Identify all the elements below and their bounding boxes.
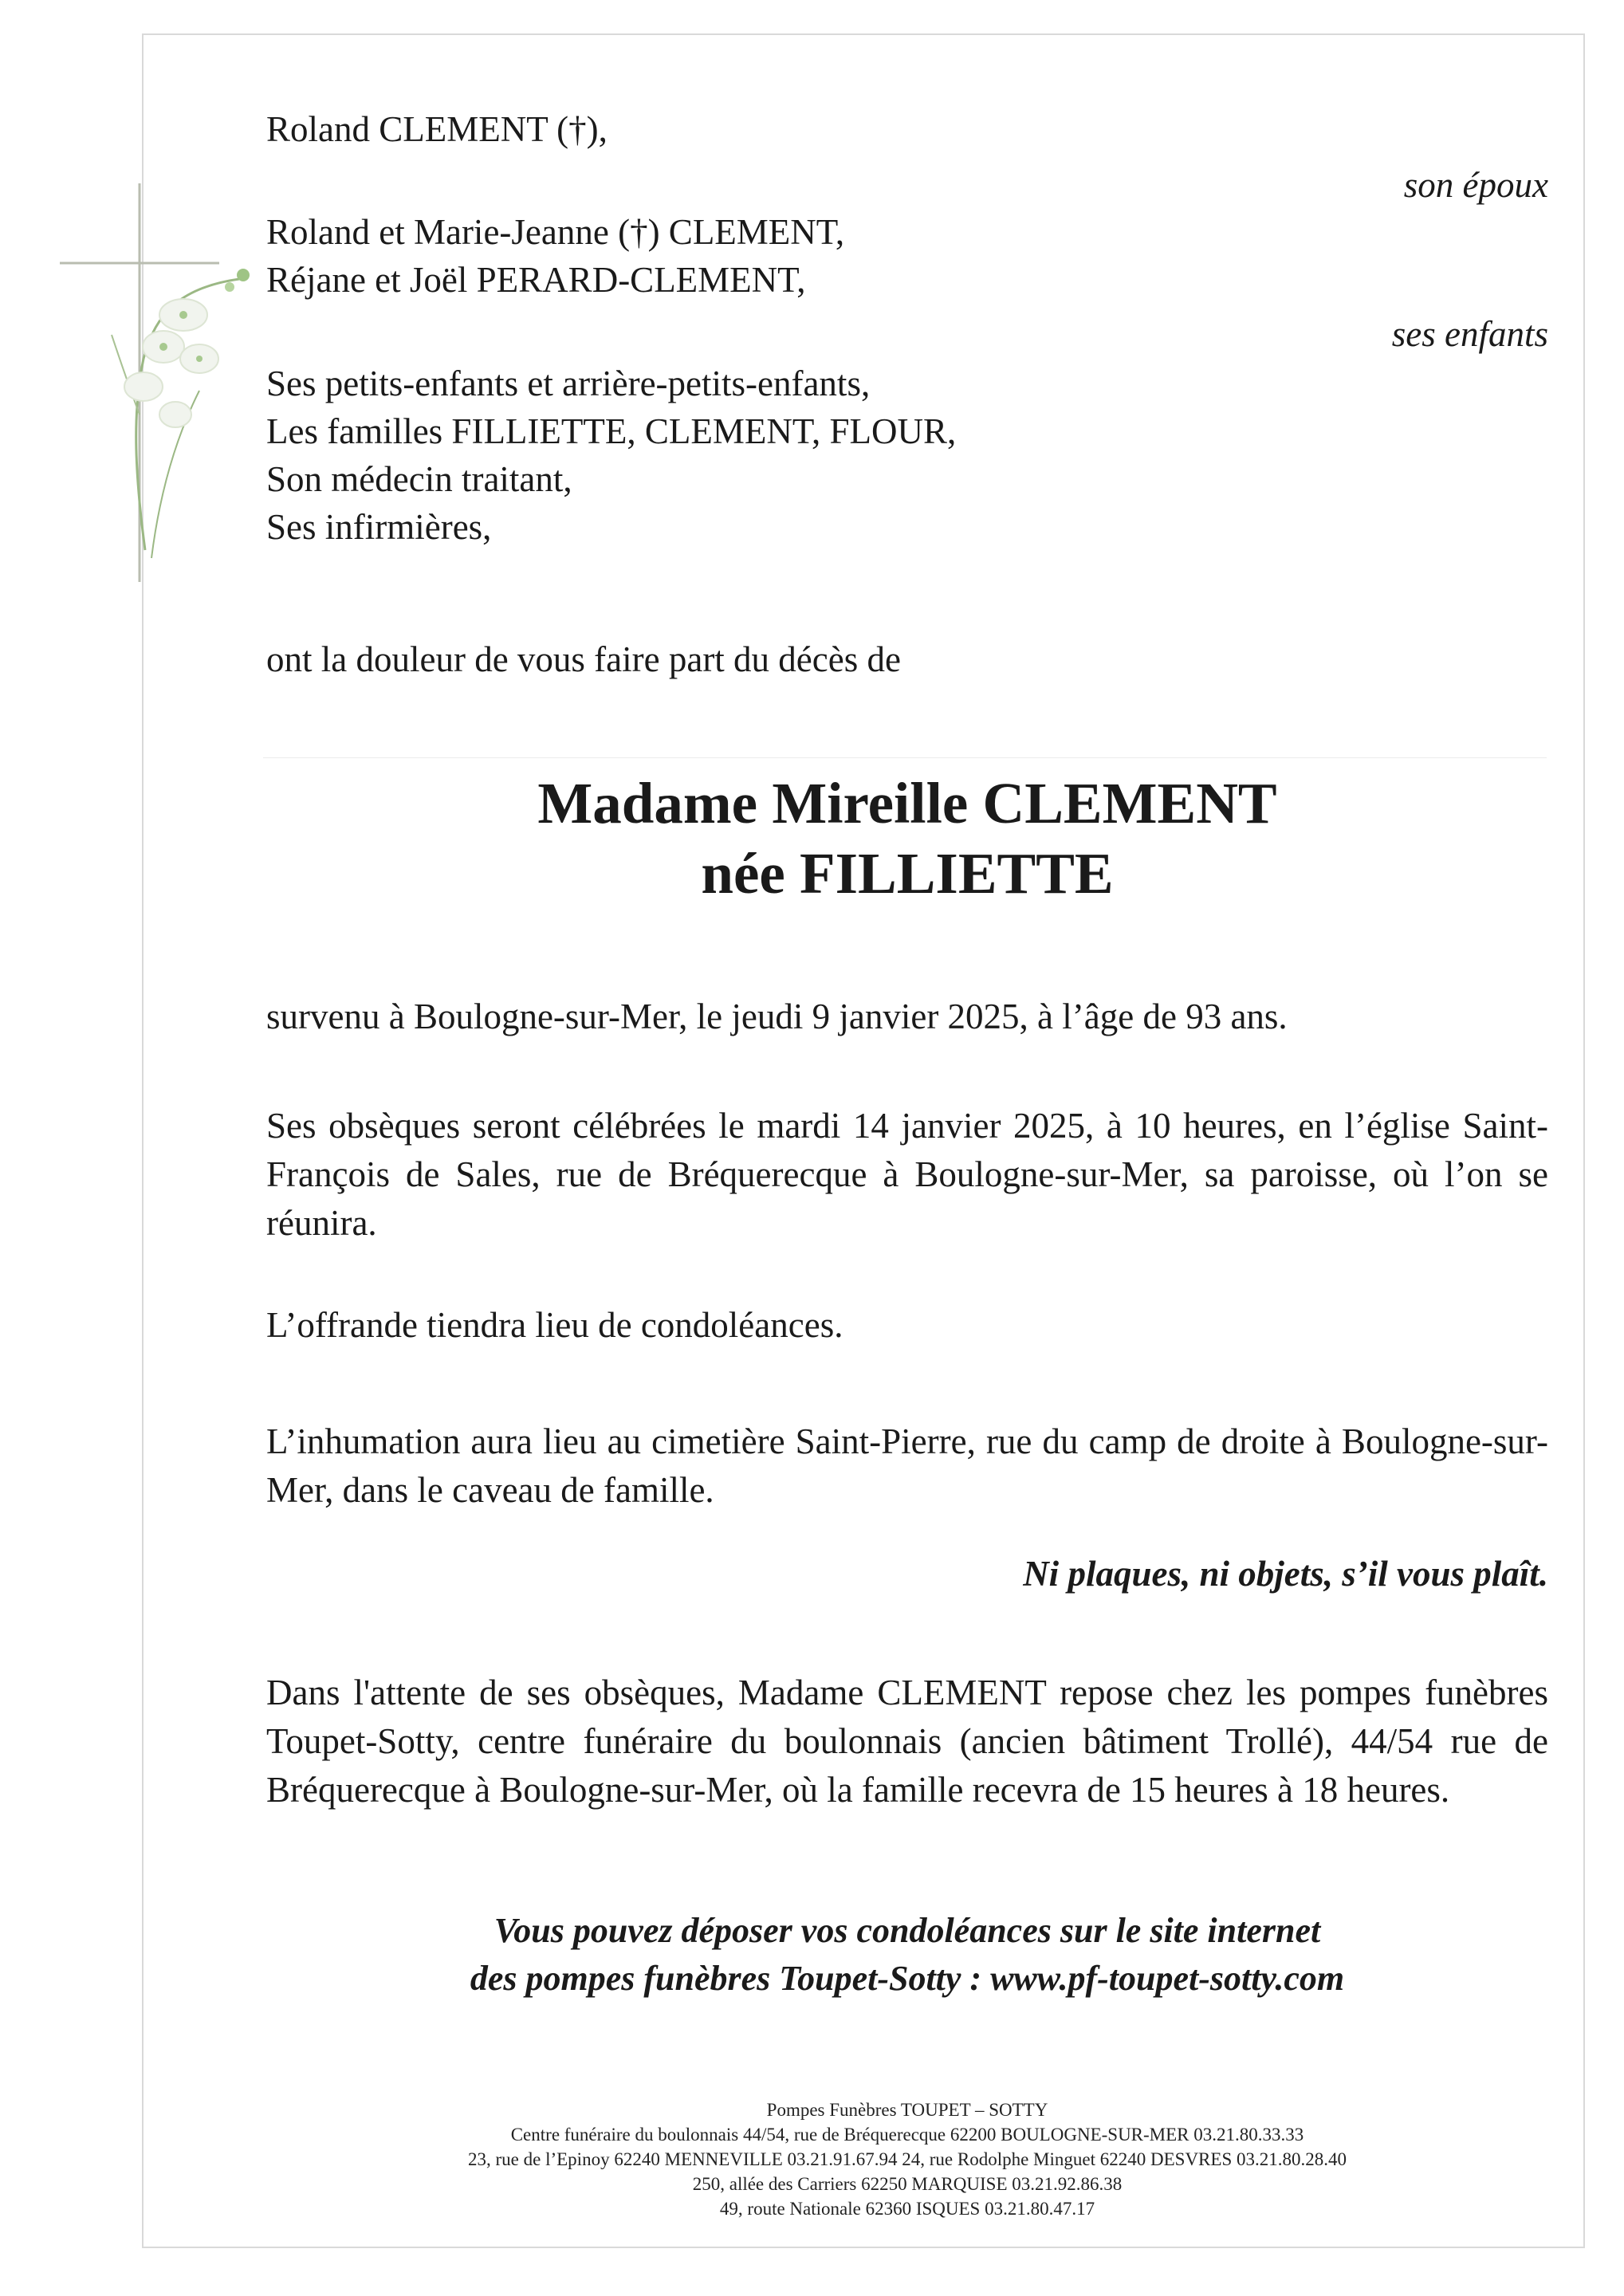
divider — [263, 757, 1547, 758]
family-line-spouse: Roland CLEMENT (†), — [266, 109, 608, 149]
footer-address-3: 250, allée des Carriers 62250 MARQUISE 03.21.92.86.38 — [692, 2174, 1123, 2194]
deceased-name: Madame Mireille CLEMENT — [537, 771, 1277, 835]
family-line-grandchildren: Ses petits-enfants et arrière-petits-enfants, — [266, 364, 871, 403]
footer-company: Pompes Funèbres TOUPET – SOTTY — [766, 2100, 1048, 2120]
announcement-text: ont la douleur de vous faire part du décès de — [266, 639, 901, 679]
deceased-maiden-name: née FILLIETTE — [701, 841, 1114, 906]
footer-address-1: Centre funéraire du boulonnais 44/54, rue de Bréquerecque 62200 BOULOGNE-SUR-MER 03.21.80.33.33 — [510, 2125, 1304, 2145]
relation-children: ses enfants — [1391, 314, 1548, 354]
family-line-children-2: Réjane et Joël PERARD-CLEMENT, — [266, 260, 806, 300]
family-line-doctor: Son médecin traitant, — [266, 459, 572, 499]
cross-with-orchid-icon — [56, 175, 263, 590]
family-line-nurses: Ses infirmières, — [266, 507, 492, 547]
relation-spouse: son époux — [1403, 165, 1548, 205]
footer-address-2: 23, rue de l’Epinoy 62240 MENNEVILLE 03.21.91.67.94 24, rue Rodolphe Minguet 62240 DESVRES 03.21.80.28.40 — [468, 2149, 1347, 2169]
offering-paragraph: L’offrande tiendra lieu de condoléances. — [266, 1305, 843, 1345]
rest-paragraph: Dans l'attente de ses obsèques, Madame CLEMENT repose chez les pompes funèbres Toupet-Sotty, centre funéraire du boulonnais (ancien bâtiment Trollé), 44/54 rue de Bréquerecque à Boulogne-sur-Mer, où la famille recevra de 15 heures à 18 heures. — [266, 1673, 1548, 1810]
footer-address-4: 49, route Nationale 62360 ISQUES 03.21.80.47.17 — [719, 2199, 1095, 2219]
no-plaques-note: Ni plaques, ni objets, s’il vous plaît. — [1023, 1554, 1548, 1594]
death-paragraph: survenu à Boulogne-sur-Mer, le jeudi 9 janvier 2025, à l’âge de 93 ans. — [266, 997, 1288, 1036]
family-line-families: Les familles FILLIETTE, CLEMENT, FLOUR, — [266, 411, 957, 451]
funeral-paragraph: Ses obsèques seront célébrées le mardi 14 janvier 2025, à 10 heures, en l’église Saint-François de Sales, rue de Bréquerecque à Boulogne-sur-Mer, sa paroisse, où l’on se réunira. — [266, 1106, 1548, 1243]
condolences-line-2: des pompes funèbres Toupet-Sotty : www.pf-toupet-sotty.com — [470, 1959, 1345, 1998]
burial-paragraph: L’inhumation aura lieu au cimetière Saint-Pierre, rue du camp de droite à Boulogne-sur-Mer, dans le caveau de famille. — [266, 1421, 1548, 1510]
family-line-children-1: Roland et Marie-Jeanne (†) CLEMENT, — [266, 212, 845, 252]
condolences-line-1: Vous pouvez déposer vos condoléances sur le site internet — [493, 1911, 1321, 1950]
